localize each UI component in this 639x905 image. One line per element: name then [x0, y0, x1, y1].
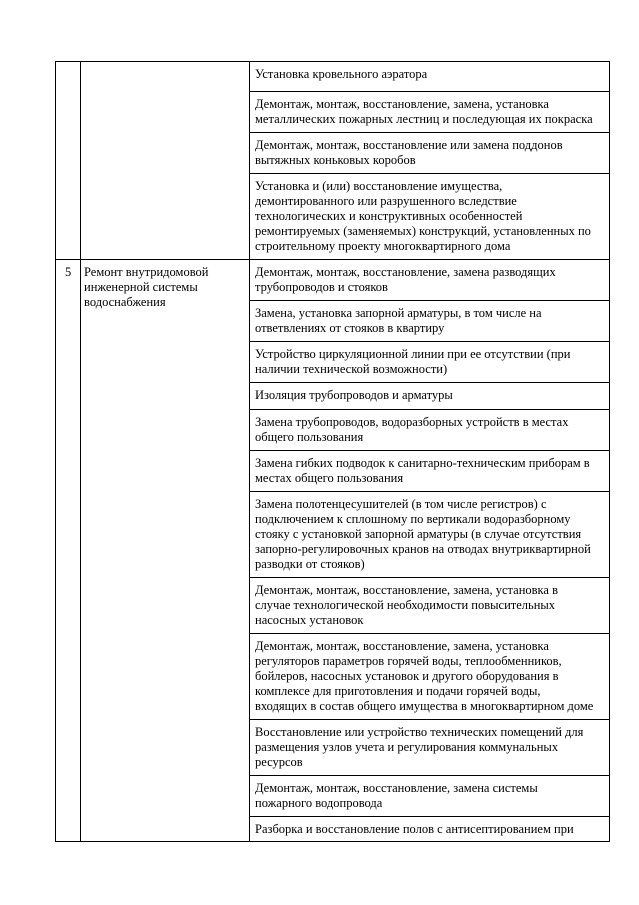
table-row — [56, 260, 610, 301]
work-text: Замена полотенцесушителей (в том числе регистров) с подключением к сплошному по вертикали водоразборному стояку с установкой запорной арматуры (в случае отсутствия запорно-регулировочных кранов на отводах внутриквартирной разводки от стояков) — [255, 497, 591, 571]
work-cell — [250, 383, 610, 410]
work-text: Демонтаж, монтаж, восстановление, замена, установка регуляторов параметров горячей воды, теплообменников, бойлеров, насосных установок и другого оборудования в комплексе для приготовления и подачи горячей воды, входящих в состав общего имущества в многоквартирном доме — [255, 639, 594, 713]
work-text: Демонтаж, монтаж, восстановление, замена разводящих трубопроводов и стояков — [255, 265, 556, 294]
work-text: Демонтаж, монтаж, восстановление, замена, установка металлических пожарных лестниц и последующая их покраска — [255, 97, 593, 126]
work-cell — [250, 817, 610, 842]
work-cell — [250, 133, 610, 174]
work-cell — [250, 451, 610, 492]
work-text: Демонтаж, монтаж, восстановление, замена системы пожарного водопровода — [255, 781, 538, 810]
work-cell — [250, 492, 610, 578]
work-cell — [250, 301, 610, 342]
capital-repair-works-table — [55, 61, 610, 842]
work-text: Установка и (или) восстановление имущества, демонтированного или разрушенного вследствие технологических и конструктивных особенностей ремонтируемых (заменяемых) конструкций, установленных по строительному проекту многоквартирного дома — [255, 179, 591, 253]
section-name: Ремонт внутридомовой инженерной системы водоснабжения — [84, 265, 209, 309]
work-text: Изоляция трубопроводов и арматуры — [255, 388, 453, 402]
work-text: Замена, установка запорной арматуры, в том числе на ответвлениях от стояков в квартиру — [255, 306, 542, 335]
section-name-cell — [81, 260, 250, 842]
work-cell — [250, 174, 610, 260]
work-cell — [250, 342, 610, 383]
work-cell — [250, 776, 610, 817]
table-row — [56, 62, 610, 92]
work-text: Устройство циркуляционной линии при ее отсутствии (при наличии технической возможности) — [255, 347, 571, 376]
work-text: Замена трубопроводов, водоразборных устройств в местах общего пользования — [255, 415, 569, 444]
work-text: Замена гибких подводок к санитарно-техническим приборам в местах общего пользования — [255, 456, 590, 485]
work-text: Разборка и восстановление полов с антисептированием при — [255, 822, 574, 836]
work-cell — [250, 410, 610, 451]
work-text: Демонтаж, монтаж, восстановление или замена поддонов вытяжных коньковых коробов — [255, 138, 563, 167]
work-text: Демонтаж, монтаж, восстановление, замена, установка в случае технологической необходимости повысительных насосных установок — [255, 583, 558, 627]
work-text: Восстановление или устройство технических помещений для размещения узлов учета и регулирования коммунальных ресурсов — [255, 725, 584, 769]
work-cell — [250, 92, 610, 133]
number-cell-continued — [56, 62, 81, 260]
name-cell-continued — [81, 62, 250, 260]
section-number-cell — [56, 260, 81, 842]
work-cell — [250, 578, 610, 634]
section-number: 5 — [65, 265, 72, 279]
work-cell — [250, 720, 610, 776]
work-cell — [250, 634, 610, 720]
work-cell — [250, 62, 610, 92]
work-text: Установка кровельного аэратора — [255, 67, 428, 81]
work-cell — [250, 260, 610, 301]
